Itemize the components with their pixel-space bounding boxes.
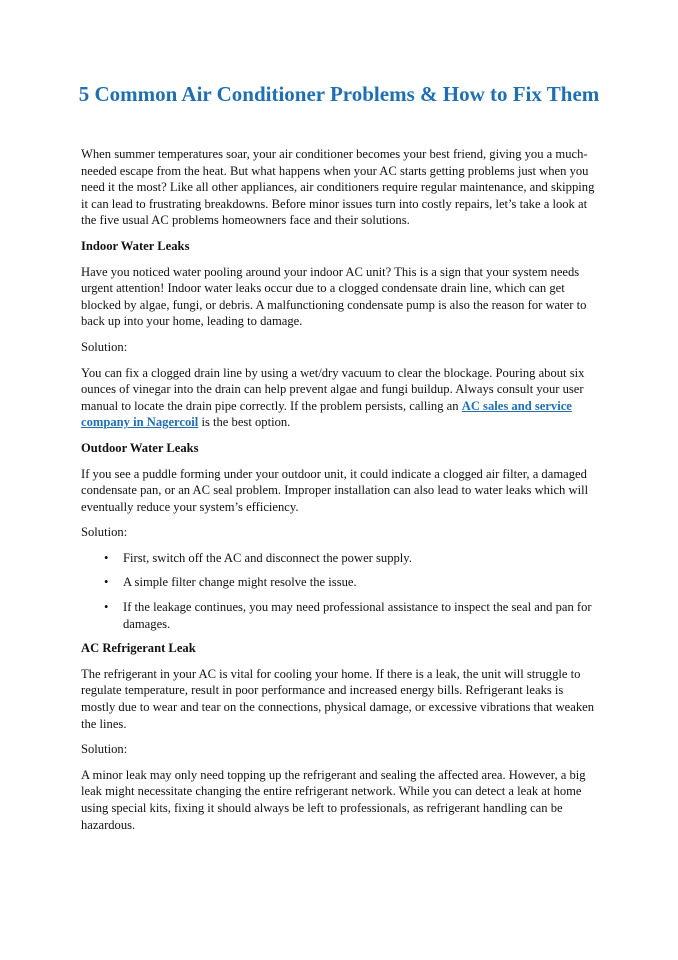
indoor-solution-text: You can fix a clogged drain line by using a wet/dry vacuum to clear the blockage. Pouring about six ounces of vinegar into the drain can help prevent algae and fungi buildup. Always consult your user manual to locate the drain pipe correctly. If the problem persists, calling an [81,365,585,413]
list-item-text: If the leakage continues, you may need professional assistance to inspect the seal and pan for damages. [123,600,592,631]
bullet-icon: • [104,550,109,565]
bullet-icon: • [104,600,109,615]
list-item [104,550,597,567]
outdoor-solution-list [81,550,597,632]
page-title: 5 Common Air Conditioner Problems & How to Fix Them [78,82,600,106]
ac-service-link[interactable]: AC sales and service company in Nagercoil [81,398,572,430]
refrigerant-solution-paragraph: A minor leak may only need topping up the refrigerant and sealing the affected area. However, a big leak might necessitate changing the entire refrigerant network. While you can detect a leak at home using special kits, fixing it should always be left to professionals, as refrigerant handling can be hazardous. [81,767,586,832]
list-item-text: First, switch off the AC and disconnect the power supply. [123,550,412,565]
heading-outdoor-water-leaks: Outdoor Water Leaks [81,440,199,455]
outdoor-solution-label: Solution: [81,525,128,540]
list-item [104,599,597,632]
intro-paragraph: When summer temperatures soar, your air conditioner becomes your best friend, giving you a much-needed escape from the heat. But what happens when your AC starts getting problems just when you need it the most? Like all other appliances, air conditioners require regular maintenance, and skipping it can lead to frustrating breakdowns. Before minor issues turn into costly repairs, let’s take a look at the five usual AC problems homeowners face and their solutions. [81,147,595,228]
heading-indoor-water-leaks: Indoor Water Leaks [81,238,190,253]
refrigerant-solution-label: Solution: [81,742,128,757]
outdoor-leaks-paragraph: If you see a puddle forming under your outdoor unit, it could indicate a clogged air filter, a damaged condensate pan, or an AC seal problem. Improper installation can also lead to water leaks which will eventually reduce your system’s efficiency. [81,466,589,514]
indoor-leaks-paragraph: Have you noticed water pooling around your indoor AC unit? This is a sign that your system needs urgent attention! Indoor water leaks occur due to a clogged condensate drain line, which can get blocked by algae, fungi, or debris. A malfunctioning condensate pump is also the reason for water to back up into your home, leading to damage. [81,264,587,329]
heading-ac-refrigerant-leak: AC Refrigerant Leak [81,641,196,656]
bullet-icon: • [104,575,109,590]
list-item-text: A simple filter change might resolve the issue. [123,575,357,590]
article-body [81,146,597,842]
indoor-solution-label: Solution: [81,339,128,354]
list-item [104,574,597,591]
indoor-solution-paragraph [81,365,597,431]
indoor-solution-text-end: is the best option. [198,415,291,430]
refrigerant-leak-paragraph: The refrigerant in your AC is vital for cooling your home. If there is a leak, the unit will struggle to regulate temperature, result in poor performance and increased energy bills. Refrigerant leaks is mostly due to wear and tear on the connections, physical damage, or excessive vibrations that weaken the lines. [81,666,595,731]
